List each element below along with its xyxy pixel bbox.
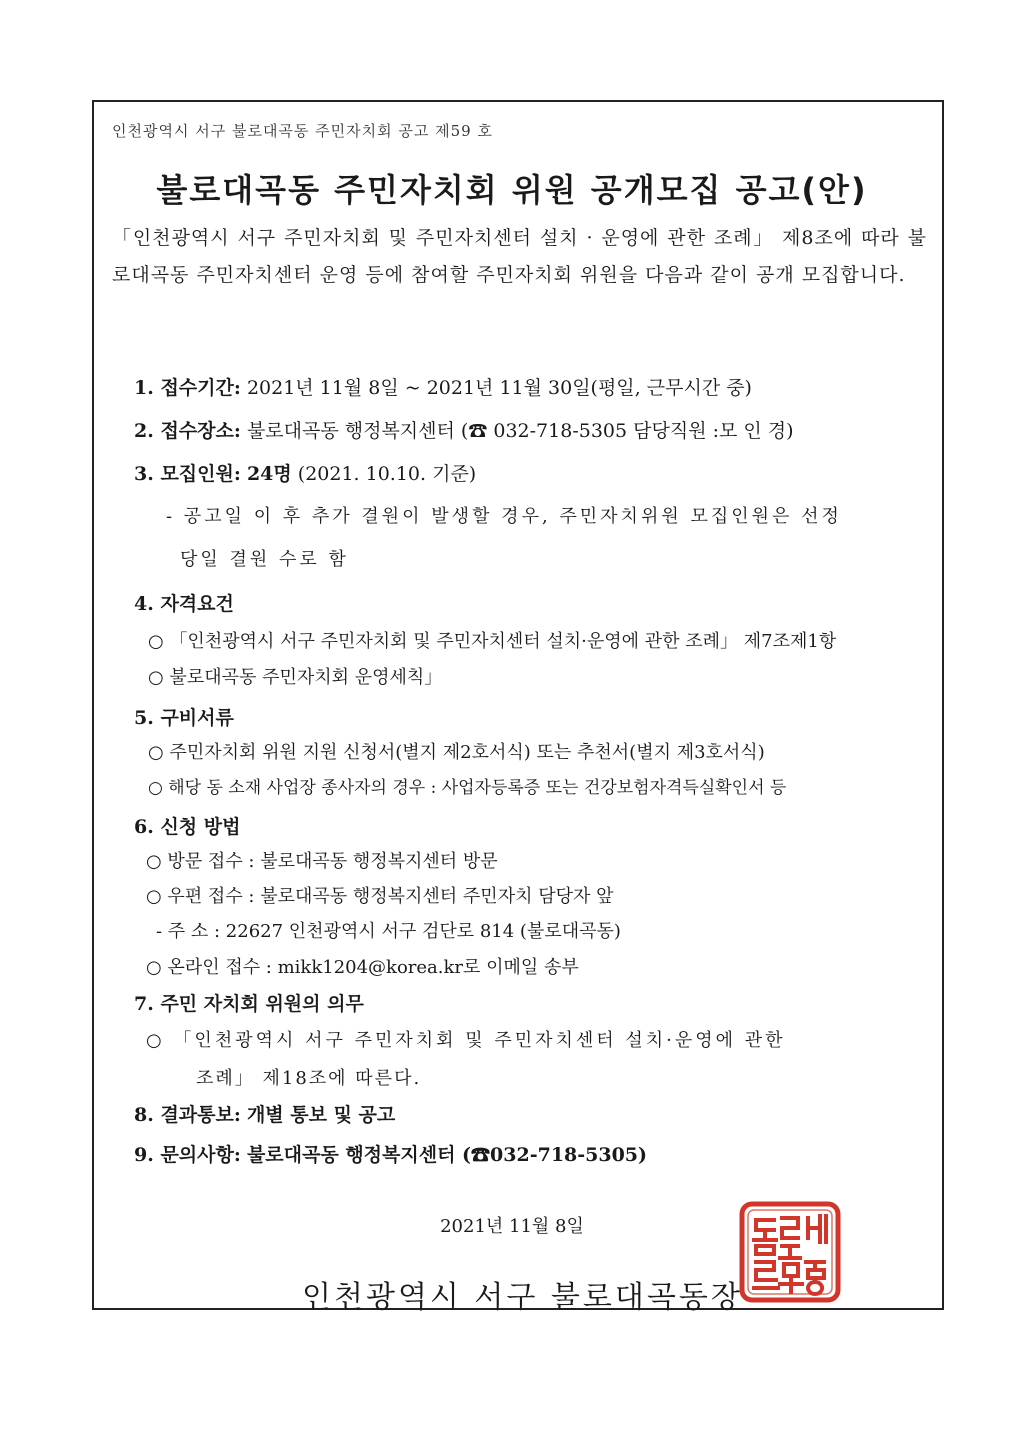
official-seal-icon: [738, 1200, 842, 1304]
item-label: 8. 결과통보:: [134, 1104, 241, 1126]
list-item: ○ 해당 동 소재 사업장 종사자의 경우 : 사업자등록증 또는 건강보험자격득실확인서 등: [148, 778, 787, 798]
item-label: 5. 구비서류: [134, 707, 234, 729]
item-label: 1. 접수기간:: [134, 377, 241, 399]
item-label: 6. 신청 방법: [134, 816, 241, 838]
item-label: 2. 접수장소:: [134, 420, 241, 442]
item-qualification: [134, 589, 234, 616]
item-receipt-period: [134, 373, 752, 400]
list-item: ○ 주민자치회 위원 지원 신청서(별지 제2호서식) 또는 추천서(별지 제3호서식): [148, 742, 765, 763]
item-text: 개별 통보 및 공고: [246, 1104, 396, 1126]
list-item: ○ 온라인 접수 : mikk1204@korea.kr로 이메일 송부: [146, 957, 579, 978]
item-label: 4. 자격요건: [134, 593, 234, 615]
item-label: 7. 주민 자치회 위원의 의무: [134, 993, 364, 1015]
item-label: 3. 모집인원:: [134, 463, 241, 485]
list-item: - 주 소 : 22627 인천광역시 서구 검단로 814 (불로대곡동): [156, 921, 621, 942]
item-text: (2021. 10.10. 기준): [297, 463, 477, 485]
list-item: ○ 방문 접수 : 불로대곡동 행정복지센터 방문: [146, 851, 498, 872]
item-text: 불로대곡동 행정복지센터 (☎032-718-5305): [246, 1144, 648, 1166]
item-note: - 공고일 이 후 추가 결원이 발생할 경우, 주민자치위원 모집인원은 선정: [166, 506, 842, 527]
item-label: 9. 문의사항:: [134, 1144, 241, 1166]
intro-paragraph: 「인천광역시 서구 주민자치회 및 주민자치센터 설치 · 운영에 관한 조례」 제8조에 따라 불로대곡동 주민자치센터 운영 등에 참여할 주민자치회 위원을 다음과 같이 공개 모집합니다.: [112, 227, 927, 286]
item-apply-method: [134, 812, 240, 839]
item-text: 불로대곡동 행정복지센터 (☎ 032-718-5305 담당직원 :모 인 경): [246, 420, 794, 442]
list-item: ○ 불로대곡동 주민자치회 운영세칙」: [148, 667, 443, 688]
issuer-name: 인천광역시 서구 불로대곡동장: [302, 1280, 743, 1315]
item-note: 당일 결원 수로 함: [180, 549, 349, 570]
item-result-notice: [134, 1100, 395, 1127]
list-item: ○ 우편 접수 : 불로대곡동 행정복지센터 주민자치 담당자 앞: [146, 886, 614, 907]
item-receipt-place: [134, 416, 794, 443]
item-duties: [134, 989, 364, 1016]
list-item: ○ 「인천광역시 서구 주민자치회 및 주민자치센터 설치·운영에 관한 조례」 제7조제1항: [148, 631, 837, 652]
item-text: 2021년 11월 8일 ~ 2021년 11월 30일(평일, 근무시간 중): [246, 377, 752, 399]
list-item: 조례」 제18조에 따른다.: [196, 1068, 422, 1089]
item-recruit-count: [134, 459, 476, 486]
document-date: 2021년 11월 8일: [440, 1216, 584, 1237]
page-title: 불로대곡동 주민자치회 위원 공개모집 공고(안): [156, 171, 868, 209]
item-inquiry: [134, 1140, 647, 1167]
list-item: ○ 「인천광역시 서구 주민자치회 및 주민자치센터 설치·운영에 관한: [146, 1030, 786, 1051]
item-count: 24명: [246, 463, 292, 485]
notice-number: 인천광역시 서구 불로대곡동 주민자치회 공고 제59 호: [112, 122, 493, 140]
item-documents: [134, 703, 234, 730]
